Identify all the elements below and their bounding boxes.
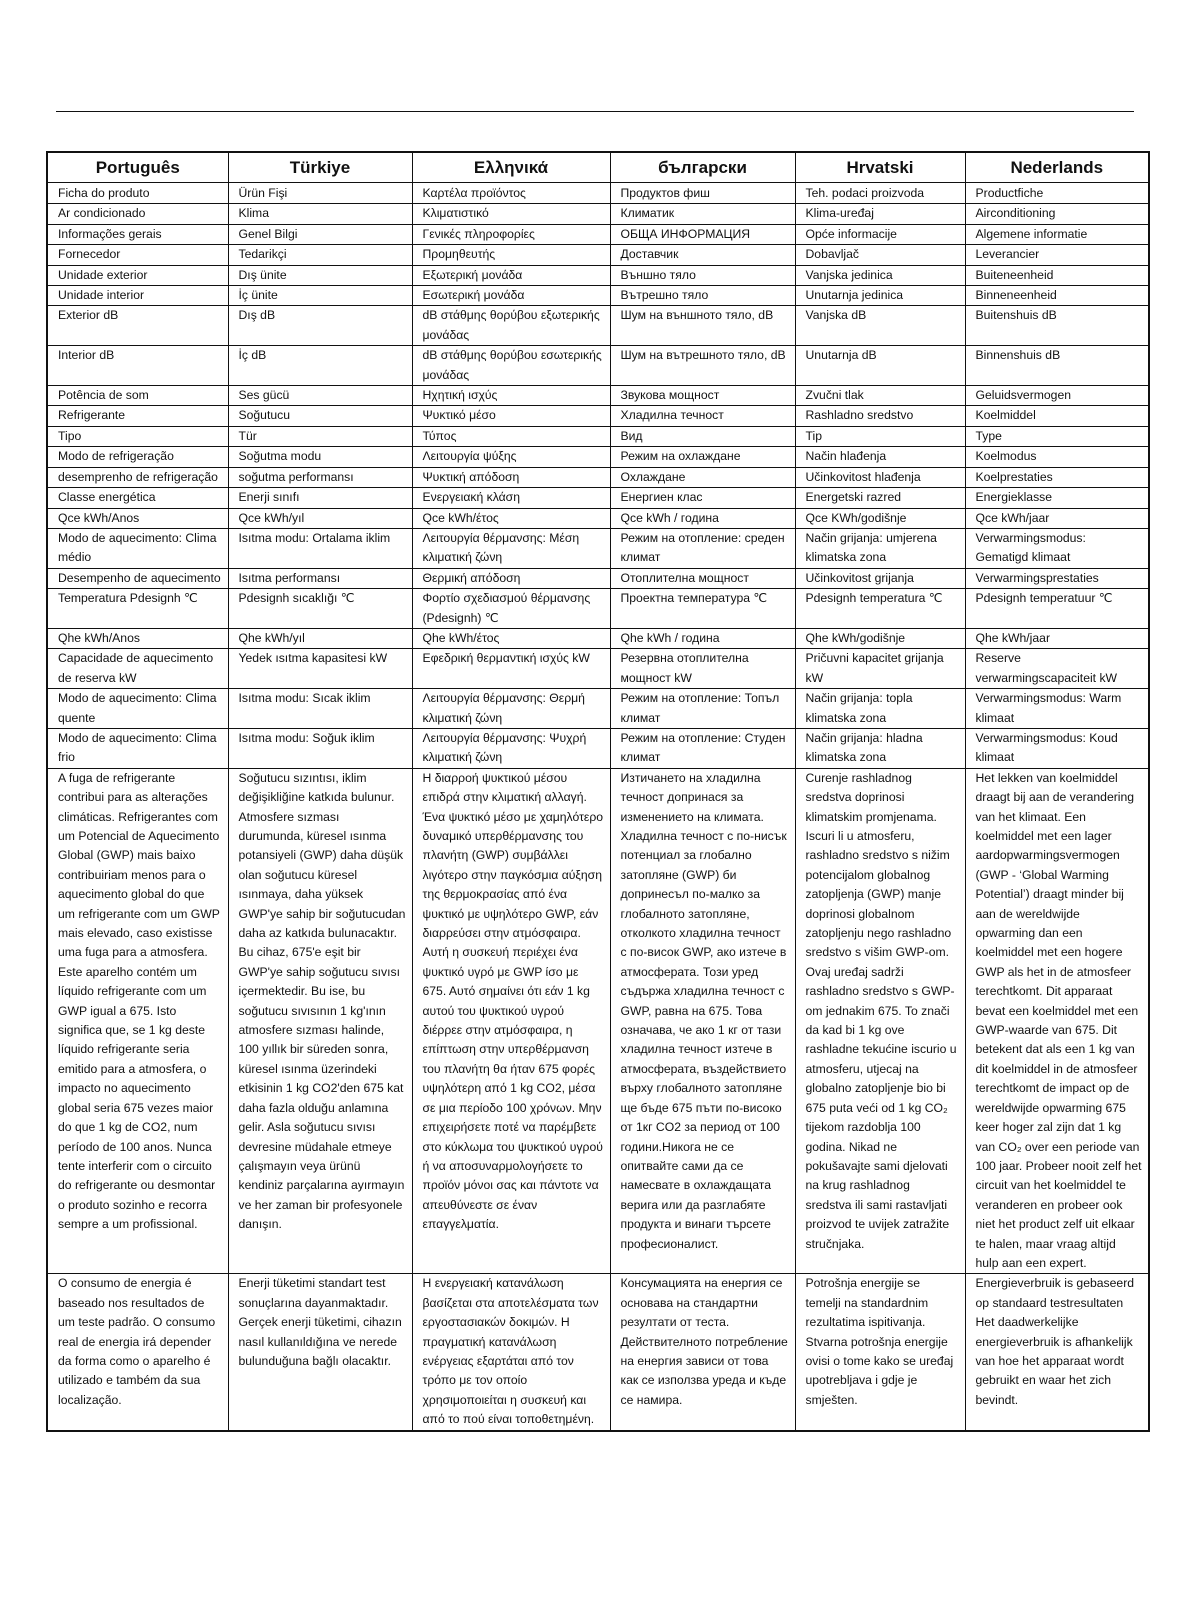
table-row [47, 447, 1149, 467]
cell-bulgarian: Изтичането на хладилна течност допринася за изменението на климата. Хладилна течност с по-нисък потенциал за глобално затопляне (GWP) би допринесъл по-малко за глобалното затопляне, отколкото хладилна течност с по-висок GWP, ако изтече в атмосферата. Този уред съдържа хладилна течност с GWP, равна на 675. Това означава, че ако 1 кг от тази хладилна течност изтече в атмосферата, въздействието върху глобалното затопляне ще бъде 675 пъти по-високо от 1кг CO2 за период от 100 години.Никога не се опитвайте сами да се намесвате в охлаждащата верига или да разглабяте продукта и винаги търсете професионалист. [610, 768, 795, 1274]
cell-turkish: Dış dB [228, 306, 412, 346]
cell-dutch: Buiteneenheid [965, 265, 1149, 285]
cell-dutch: Qce kWh/jaar [965, 508, 1149, 528]
header-rule [56, 111, 1134, 112]
cell-bulgarian: Охлаждане [610, 467, 795, 487]
table-row [47, 528, 1149, 568]
table-row [47, 689, 1149, 729]
cell-turkish: Tedarikçi [228, 245, 412, 265]
cell-bulgarian: Климатик [610, 204, 795, 224]
cell-turkish: Soğutucu sızıntısı, iklim değişikliğine katkıda bulunur. Atmosfere sızması durumunda, küresel ısınma potansiyeli (GWP) daha düşük olan soğutucu küresel ısınmaya, daha yüksek GWP'ye sahip bir soğutucudan daha az katkıda bulunacaktır. Bu cihaz, 675'e eşit bir GWP'ye sahip soğutucu sıvısı içermektedir. Bu ise, bu soğutucu sıvısının 1 kg'ının atmosfere sızması halinde, 100 yıllık bir süreden sonra, küresel ısınma üzerindeki etkisinin 1 kg CO2'den 675 kat daha fazla olduğu anlamına gelir. Asla soğutucu sıvısı devresine müdahale etmeye çalışmayın veya ürünü kendiniz parçalarına ayırmayın ve her zaman bir profesyonele danışın. [228, 768, 412, 1274]
cell-portuguese: Modo de aquecimento: Clima quente [47, 689, 228, 729]
cell-dutch: Koelmiddel [965, 406, 1149, 426]
cell-croatian: Unutarnja jedinica [795, 286, 965, 306]
table-row [47, 728, 1149, 768]
cell-croatian: Opće informacije [795, 224, 965, 244]
cell-bulgarian: Вид [610, 426, 795, 446]
cell-turkish: Tür [228, 426, 412, 446]
cell-turkish: Qce kWh/yıl [228, 508, 412, 528]
cell-turkish: Isıtma performansı [228, 568, 412, 588]
cell-bulgarian: Звукова мощност [610, 386, 795, 406]
cell-portuguese: Modo de refrigeração [47, 447, 228, 467]
cell-croatian: Učinkovitost hlađenja [795, 467, 965, 487]
table-row [47, 265, 1149, 285]
cell-greek: dB στάθμης θορύβου εξωτερικής μονάδας [412, 306, 610, 346]
cell-dutch: Verwarmingsmodus: Gematigd klimaat [965, 528, 1149, 568]
cell-greek: Η ενεργειακή κατανάλωση βασίζεται στα αποτελέσματα των εργοστασιακών δοκιμών. Η πραγματική κατανάλωση ενέργειας εξαρτάται από τον τρόπο με τον οποίο χρησιμοποιείται η συσκευή και από το πού είναι τοποθετημένη. [412, 1274, 610, 1431]
cell-greek: Γενικές πληροφορίες [412, 224, 610, 244]
cell-bulgarian: Доставчик [610, 245, 795, 265]
cell-greek: Ηχητική ισχύς [412, 386, 610, 406]
cell-portuguese: Potência de som [47, 386, 228, 406]
cell-bulgarian: Външно тяло [610, 265, 795, 285]
cell-turkish: Pdesignh sıcaklığı ℃ [228, 589, 412, 629]
cell-bulgarian: Шум на външното тяло, dB [610, 306, 795, 346]
cell-turkish: Isıtma modu: Ortalama iklim [228, 528, 412, 568]
cell-bulgarian: Режим на отопление: среден климат [610, 528, 795, 568]
table-row [47, 386, 1149, 406]
cell-turkish: İç ünite [228, 286, 412, 306]
cell-croatian: Energetski razred [795, 488, 965, 508]
language-header-row [47, 152, 1149, 183]
cell-turkish: Genel Bilgi [228, 224, 412, 244]
cell-greek: Ενεργειακή κλάση [412, 488, 610, 508]
cell-croatian: Qhe kWh/godišnje [795, 628, 965, 648]
table-row [47, 406, 1149, 426]
cell-portuguese: Qhe kWh/Anos [47, 628, 228, 648]
language-header-greek: Ελληνικά [412, 152, 610, 183]
cell-croatian: Rashladno sredstvo [795, 406, 965, 426]
table-row [47, 649, 1149, 689]
cell-bulgarian: Режим на отопление: Студен климат [610, 728, 795, 768]
table-row [47, 426, 1149, 446]
language-header-dutch: Nederlands [965, 152, 1149, 183]
cell-croatian: Vanjska jedinica [795, 265, 965, 285]
cell-turkish: Dış ünite [228, 265, 412, 285]
cell-dutch: Energieklasse [965, 488, 1149, 508]
cell-portuguese: Unidade exterior [47, 265, 228, 285]
cell-greek: Λειτουργία θέρμανσης: Μέση κλιματική ζώνη [412, 528, 610, 568]
cell-greek: Ψυκτική απόδοση [412, 467, 610, 487]
table-row [47, 467, 1149, 487]
cell-portuguese: O consumo de energia é baseado nos resultados de um teste padrão. O consumo real de energia irá depender da forma como o aparelho é utilizado e também da sua localização. [47, 1274, 228, 1431]
cell-portuguese: Refrigerante [47, 406, 228, 426]
cell-bulgarian: Консумацията на енергия се основава на стандартни резултати от теста. Действителното потребление на енергия зависи от това как се използва уреда и къде се намира. [610, 1274, 795, 1431]
cell-croatian: Pričuvni kapacitet grijanja kW [795, 649, 965, 689]
table-row [47, 1274, 1149, 1431]
translation-glossary-table [46, 151, 1150, 1432]
cell-dutch: Energieverbruik is gebaseerd op standaard testresultaten Het daadwerkelijke energieverbruik is afhankelijk van hoe het apparaat wordt gebruikt en waar het zich bevindt. [965, 1274, 1149, 1431]
cell-croatian: Način grijanja: topla klimatska zona [795, 689, 965, 729]
cell-bulgarian: Отоплителна мощност [610, 568, 795, 588]
language-header-croatian: Hrvatski [795, 152, 965, 183]
cell-croatian: Tip [795, 426, 965, 446]
cell-dutch: Algemene informatie [965, 224, 1149, 244]
cell-dutch: Reserve verwarmingscapaciteit kW [965, 649, 1149, 689]
cell-croatian: Pdesignh temperatura ℃ [795, 589, 965, 629]
cell-croatian: Vanjska dB [795, 306, 965, 346]
cell-greek: Εξωτερική μονάδα [412, 265, 610, 285]
cell-bulgarian: Режим на охлаждане [610, 447, 795, 467]
cell-turkish: Isıtma modu: Soğuk iklim [228, 728, 412, 768]
cell-dutch: Airconditioning [965, 204, 1149, 224]
cell-dutch: Pdesignh temperatuur ℃ [965, 589, 1149, 629]
cell-croatian: Klima-uređaj [795, 204, 965, 224]
cell-dutch: Het lekken van koelmiddel draagt bij aan de verandering van het klimaat. Een koelmiddel met een lager aardopwarmingsvermogen (GWP - ‘Global Warming Potential’) draagt minder bij aan de wereldwijde opwarming dan een koelmiddel met een hogere GWP als het in de atmosfeer terechtkomt. Dit apparaat bevat een koelmiddel met een GWP-waarde van 675. Dit betekent dat als een 1 kg van dit koelmiddel in de atmosfeer terechtkomt de impact op de wereldwijde opwarming 675 keer hoger zal zijn dat 1 kg van CO₂ over een periode van 100 jaar. Probeer nooit zelf het circuit van het koelmiddel te veranderen en probeer ook niet het product zelf uit elkaar te halen, maar vraag altijd hulp aan een expert. [965, 768, 1149, 1274]
cell-croatian: Curenje rashladnog sredstva doprinosi klimatskim promjenama. Iscuri li u atmosferu, rashladno sredstvo s nižim potencijalom globalnog zatopljenja (GWP) manje doprinosi globalnom zatopljenju nego rashladno sredstvo s višim GWP-om. Ovaj uređaj sadrži rashladno sredstvo s GWP-om jednakim 675. To znači da kad bi 1 kg ove rashladne tekućine iscurio u atmosferu, utjecaj na globalno zatopljenje bio bi 675 puta veći od 1 kg CO₂ tijekom razdoblja 100 godina. Nikad ne pokušavajte sami djelovati na krug rashladnog sredstva ili sami rastavljati proizvod te uvijek zatražite stručnjaka. [795, 768, 965, 1274]
cell-bulgarian: ОБЩА ИНФОРМАЦИЯ [610, 224, 795, 244]
cell-croatian: Dobavljač [795, 245, 965, 265]
cell-dutch: Verwarmingsmodus: Koud klimaat [965, 728, 1149, 768]
cell-turkish: Isıtma modu: Sıcak iklim [228, 689, 412, 729]
cell-turkish: Ses gücü [228, 386, 412, 406]
table-row [47, 488, 1149, 508]
cell-portuguese: Fornecedor [47, 245, 228, 265]
cell-greek: Qce kWh/έτος [412, 508, 610, 528]
cell-turkish: İç dB [228, 346, 412, 386]
table-row [47, 508, 1149, 528]
cell-dutch: Qhe kWh/jaar [965, 628, 1149, 648]
cell-greek: Λειτουργία θέρμανσης: Θερμή κλιματική ζώνη [412, 689, 610, 729]
cell-portuguese: desemprenho de refrigeração [47, 467, 228, 487]
language-header-portuguese: Português [47, 152, 228, 183]
cell-portuguese: Ficha do produto [47, 183, 228, 204]
cell-portuguese: Interior dB [47, 346, 228, 386]
cell-greek: Εσωτερική μονάδα [412, 286, 610, 306]
cell-greek: Καρτέλα προϊόντος [412, 183, 610, 204]
cell-croatian: Teh. podaci proizvoda [795, 183, 965, 204]
cell-bulgarian: Резервна отоплителна мощност kW [610, 649, 795, 689]
cell-croatian: Način grijanja: umjerena klimatska zona [795, 528, 965, 568]
cell-portuguese: Tipo [47, 426, 228, 446]
table-row [47, 245, 1149, 265]
cell-portuguese: Capacidade de aquecimento de reserva kW [47, 649, 228, 689]
cell-portuguese: Modo de aquecimento: Clima médio [47, 528, 228, 568]
cell-greek: Θερμική απόδοση [412, 568, 610, 588]
cell-bulgarian: Шум на вътрешното тяло, dB [610, 346, 795, 386]
cell-bulgarian: Режим на отопление: Топъл климат [610, 689, 795, 729]
cell-bulgarian: Qce kWh / година [610, 508, 795, 528]
cell-greek: dB στάθμης θορύβου εσωτερικής μονάδας [412, 346, 610, 386]
table-row [47, 589, 1149, 629]
table-row [47, 768, 1149, 1274]
table-row [47, 204, 1149, 224]
table-row [47, 628, 1149, 648]
cell-dutch: Productfiche [965, 183, 1149, 204]
table-row [47, 568, 1149, 588]
cell-dutch: Binnenshuis dB [965, 346, 1149, 386]
cell-dutch: Type [965, 426, 1149, 446]
cell-greek: Κλιματιστικό [412, 204, 610, 224]
cell-croatian: Način hlađenja [795, 447, 965, 467]
cell-portuguese: Exterior dB [47, 306, 228, 346]
cell-turkish: Enerji tüketimi standart test sonuçlarına dayanmaktadır. Gerçek enerji tüketimi, cihazın nasıl kullanıldığına ve nerede bulunduğuna bağlı olacaktır. [228, 1274, 412, 1431]
cell-dutch: Buitenshuis dB [965, 306, 1149, 346]
cell-croatian: Potrošnja energije se temelji na standardnim rezultatima ispitivanja. Stvarna potrošnja energije ovisi o tome kako se uređaj upotrebljava i gdje je smješten. [795, 1274, 965, 1431]
cell-dutch: Binneneenheid [965, 286, 1149, 306]
cell-croatian: Unutarnja dB [795, 346, 965, 386]
cell-greek: Προμηθευτής [412, 245, 610, 265]
cell-turkish: Ürün Fişi [228, 183, 412, 204]
cell-bulgarian: Qhe kWh / година [610, 628, 795, 648]
cell-portuguese: Qce kWh/Anos [47, 508, 228, 528]
language-header-bulgarian: български [610, 152, 795, 183]
table-row [47, 224, 1149, 244]
cell-portuguese: Modo de aquecimento: Clima frio [47, 728, 228, 768]
cell-bulgarian: Хладилна течност [610, 406, 795, 426]
cell-turkish: Enerji sınıfı [228, 488, 412, 508]
cell-portuguese: Temperatura Pdesignh ℃ [47, 589, 228, 629]
cell-portuguese: Desempenho de aquecimento [47, 568, 228, 588]
cell-greek: Qhe kWh/έτος [412, 628, 610, 648]
table-row [47, 183, 1149, 204]
cell-croatian: Način grijanja: hladna klimatska zona [795, 728, 965, 768]
cell-portuguese: Informações gerais [47, 224, 228, 244]
cell-turkish: soğutma performansı [228, 467, 412, 487]
table-row [47, 346, 1149, 386]
table-body [47, 183, 1149, 1431]
cell-croatian: Zvučni tlak [795, 386, 965, 406]
cell-bulgarian: Продуктов фиш [610, 183, 795, 204]
cell-dutch: Verwarmingsprestaties [965, 568, 1149, 588]
cell-bulgarian: Вътрешно тяло [610, 286, 795, 306]
cell-dutch: Koelprestaties [965, 467, 1149, 487]
cell-greek: Λειτουργία ψύξης [412, 447, 610, 467]
table-row [47, 286, 1149, 306]
cell-greek: Τύπος [412, 426, 610, 446]
cell-croatian: Qce KWh/godišnje [795, 508, 965, 528]
cell-turkish: Soğutma modu [228, 447, 412, 467]
cell-dutch: Leverancier [965, 245, 1149, 265]
cell-dutch: Koelmodus [965, 447, 1149, 467]
cell-bulgarian: Проектна температура ℃ [610, 589, 795, 629]
cell-dutch: Verwarmingsmodus: Warm klimaat [965, 689, 1149, 729]
cell-greek: Εφεδρική θερμαντική ισχύς kW [412, 649, 610, 689]
cell-greek: Η διαρροή ψυκτικού μέσου επιδρά στην κλιματική αλλαγή. Ένα ψυκτικό μέσο με χαμηλότερο δυναμικό υπερθέρμανσης του πλανήτη (GWP) συμβάλλει λιγότερο στην παγκόσμια αύξηση της θερμοκρασίας από ένα ψυκτικό με υψηλότερο GWP, εάν διαρρεύσει στην ατμόσφαιρα. Αυτή η συσκευή περιέχει ένα ψυκτικό υγρό με GWP ίσο με 675. Αυτό σημαίνει ότι εάν 1 kg αυτού του ψυκτικού υγρού διέρρεε στην ατμόσφαιρα, η επίπτωση στην υπερθέρμανση του πλανήτη θα ήταν 675 φορές υψηλότερη από 1 kg CO2, μέσα σε μια περίοδο 100 χρόνων. Μην επιχειρήσετε ποτέ να παρέμβετε στο κύκλωμα του ψυκτικού υγρού ή να αποσυναρμολογήσετε το προϊόν μόνοι σας και πάντοτε να απευθύνεστε σε έναν επαγγελματία. [412, 768, 610, 1274]
cell-turkish: Qhe kWh/yıl [228, 628, 412, 648]
cell-portuguese: Ar condicionado [47, 204, 228, 224]
cell-greek: Φορτίο σχεδιασμού θέρμανσης (Pdesignh) ℃ [412, 589, 610, 629]
cell-turkish: Klima [228, 204, 412, 224]
cell-greek: Ψυκτικό μέσο [412, 406, 610, 426]
cell-turkish: Yedek ısıtma kapasitesi kW [228, 649, 412, 689]
cell-bulgarian: Енергиен клас [610, 488, 795, 508]
cell-greek: Λειτουργία θέρμανσης: Ψυχρή κλιματική ζώνη [412, 728, 610, 768]
cell-dutch: Geluidsvermogen [965, 386, 1149, 406]
table-row [47, 306, 1149, 346]
cell-portuguese: A fuga de refrigerante contribui para as alterações climáticas. Refrigerantes com um Potencial de Aquecimento Global (GWP) mais baixo contribuiriam menos para o aquecimento global do que um refrigerante com um GWP mais elevado, caso existisse uma fuga para a atmosfera. Este aparelho contém um líquido refrigerante com um GWP igual a 675. Isto significa que, se 1 kg deste líquido refrigerante seria emitido para a atmosfera, o impacto no aquecimento global seria 675 vezes maior do que 1 kg de CO2, num período de 100 anos. Nunca tente interferir com o circuito do refrigerante ou desmontar o produto sozinho e recorra sempre a um profissional. [47, 768, 228, 1274]
cell-turkish: Soğutucu [228, 406, 412, 426]
cell-portuguese: Classe energética [47, 488, 228, 508]
cell-portuguese: Unidade interior [47, 286, 228, 306]
language-header-turkish: Türkiye [228, 152, 412, 183]
cell-croatian: Učinkovitost grijanja [795, 568, 965, 588]
